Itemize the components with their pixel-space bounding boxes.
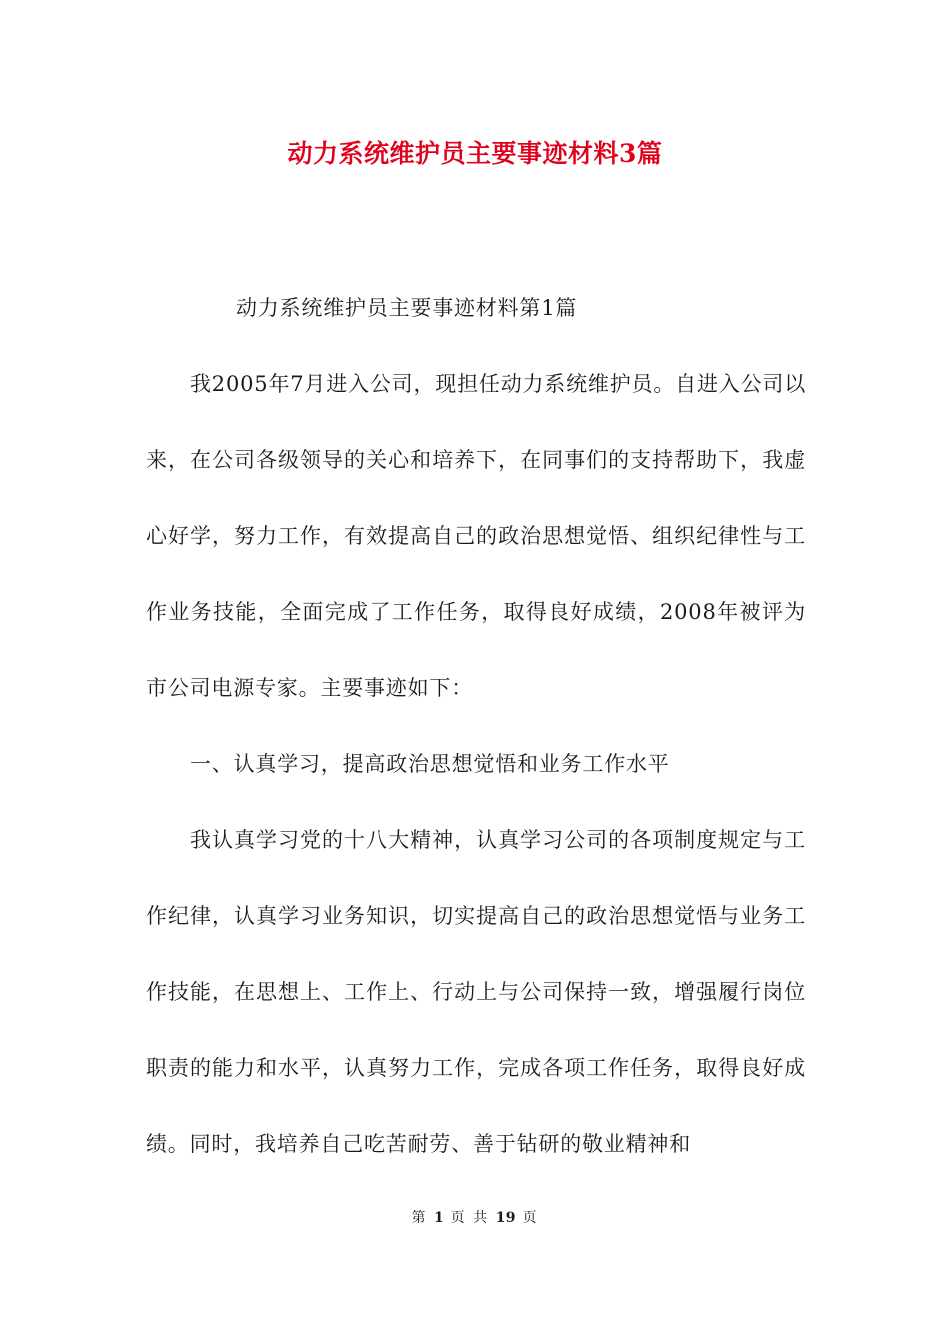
document-body — [146, 270, 806, 1182]
body-paragraph-1: 我2005年7月进入公司，现担任动力系统维护员。自进入公司以来，在公司各级领导的关心和培养下，在同事们的支持帮助下，我虚心好学，努力工作，有效提高自己的政治思想觉悟、组织纪律性与工作业务技能，全面完成了工作任务，取得良好成绩，2008年被评为市公司电源专家。主要事迹如下： — [146, 372, 806, 700]
footer-middle: 页 共 — [450, 1210, 490, 1226]
document-title: 动力系统维护员主要事迹材料3篇 — [287, 139, 663, 168]
page-footer — [0, 1208, 950, 1228]
footer-suffix: 页 — [522, 1210, 539, 1226]
footer-current-page: 1 — [433, 1210, 445, 1226]
footer-prefix: 第 — [411, 1210, 428, 1226]
footer-total-pages: 19 — [495, 1210, 517, 1226]
body-paragraph-2: 我认真学习党的十八大精神，认真学习公司的各项制度规定与工作纪律，认真学习业务知识，切实提高自己的政治思想觉悟与业务工作技能，在思想上、工作上、行动上与公司保持一致，增强履行岗位职责的能力和水平，认真努力工作，完成各项工作任务，取得良好成绩。同时，我培养自己吃苦耐劳、善于钻研的敬业精神和 — [146, 828, 806, 1156]
section-heading-1: 一、认真学习，提高政治思想觉悟和业务工作水平 — [190, 752, 670, 776]
section-subtitle: 动力系统维护员主要事迹材料第1篇 — [236, 296, 578, 320]
